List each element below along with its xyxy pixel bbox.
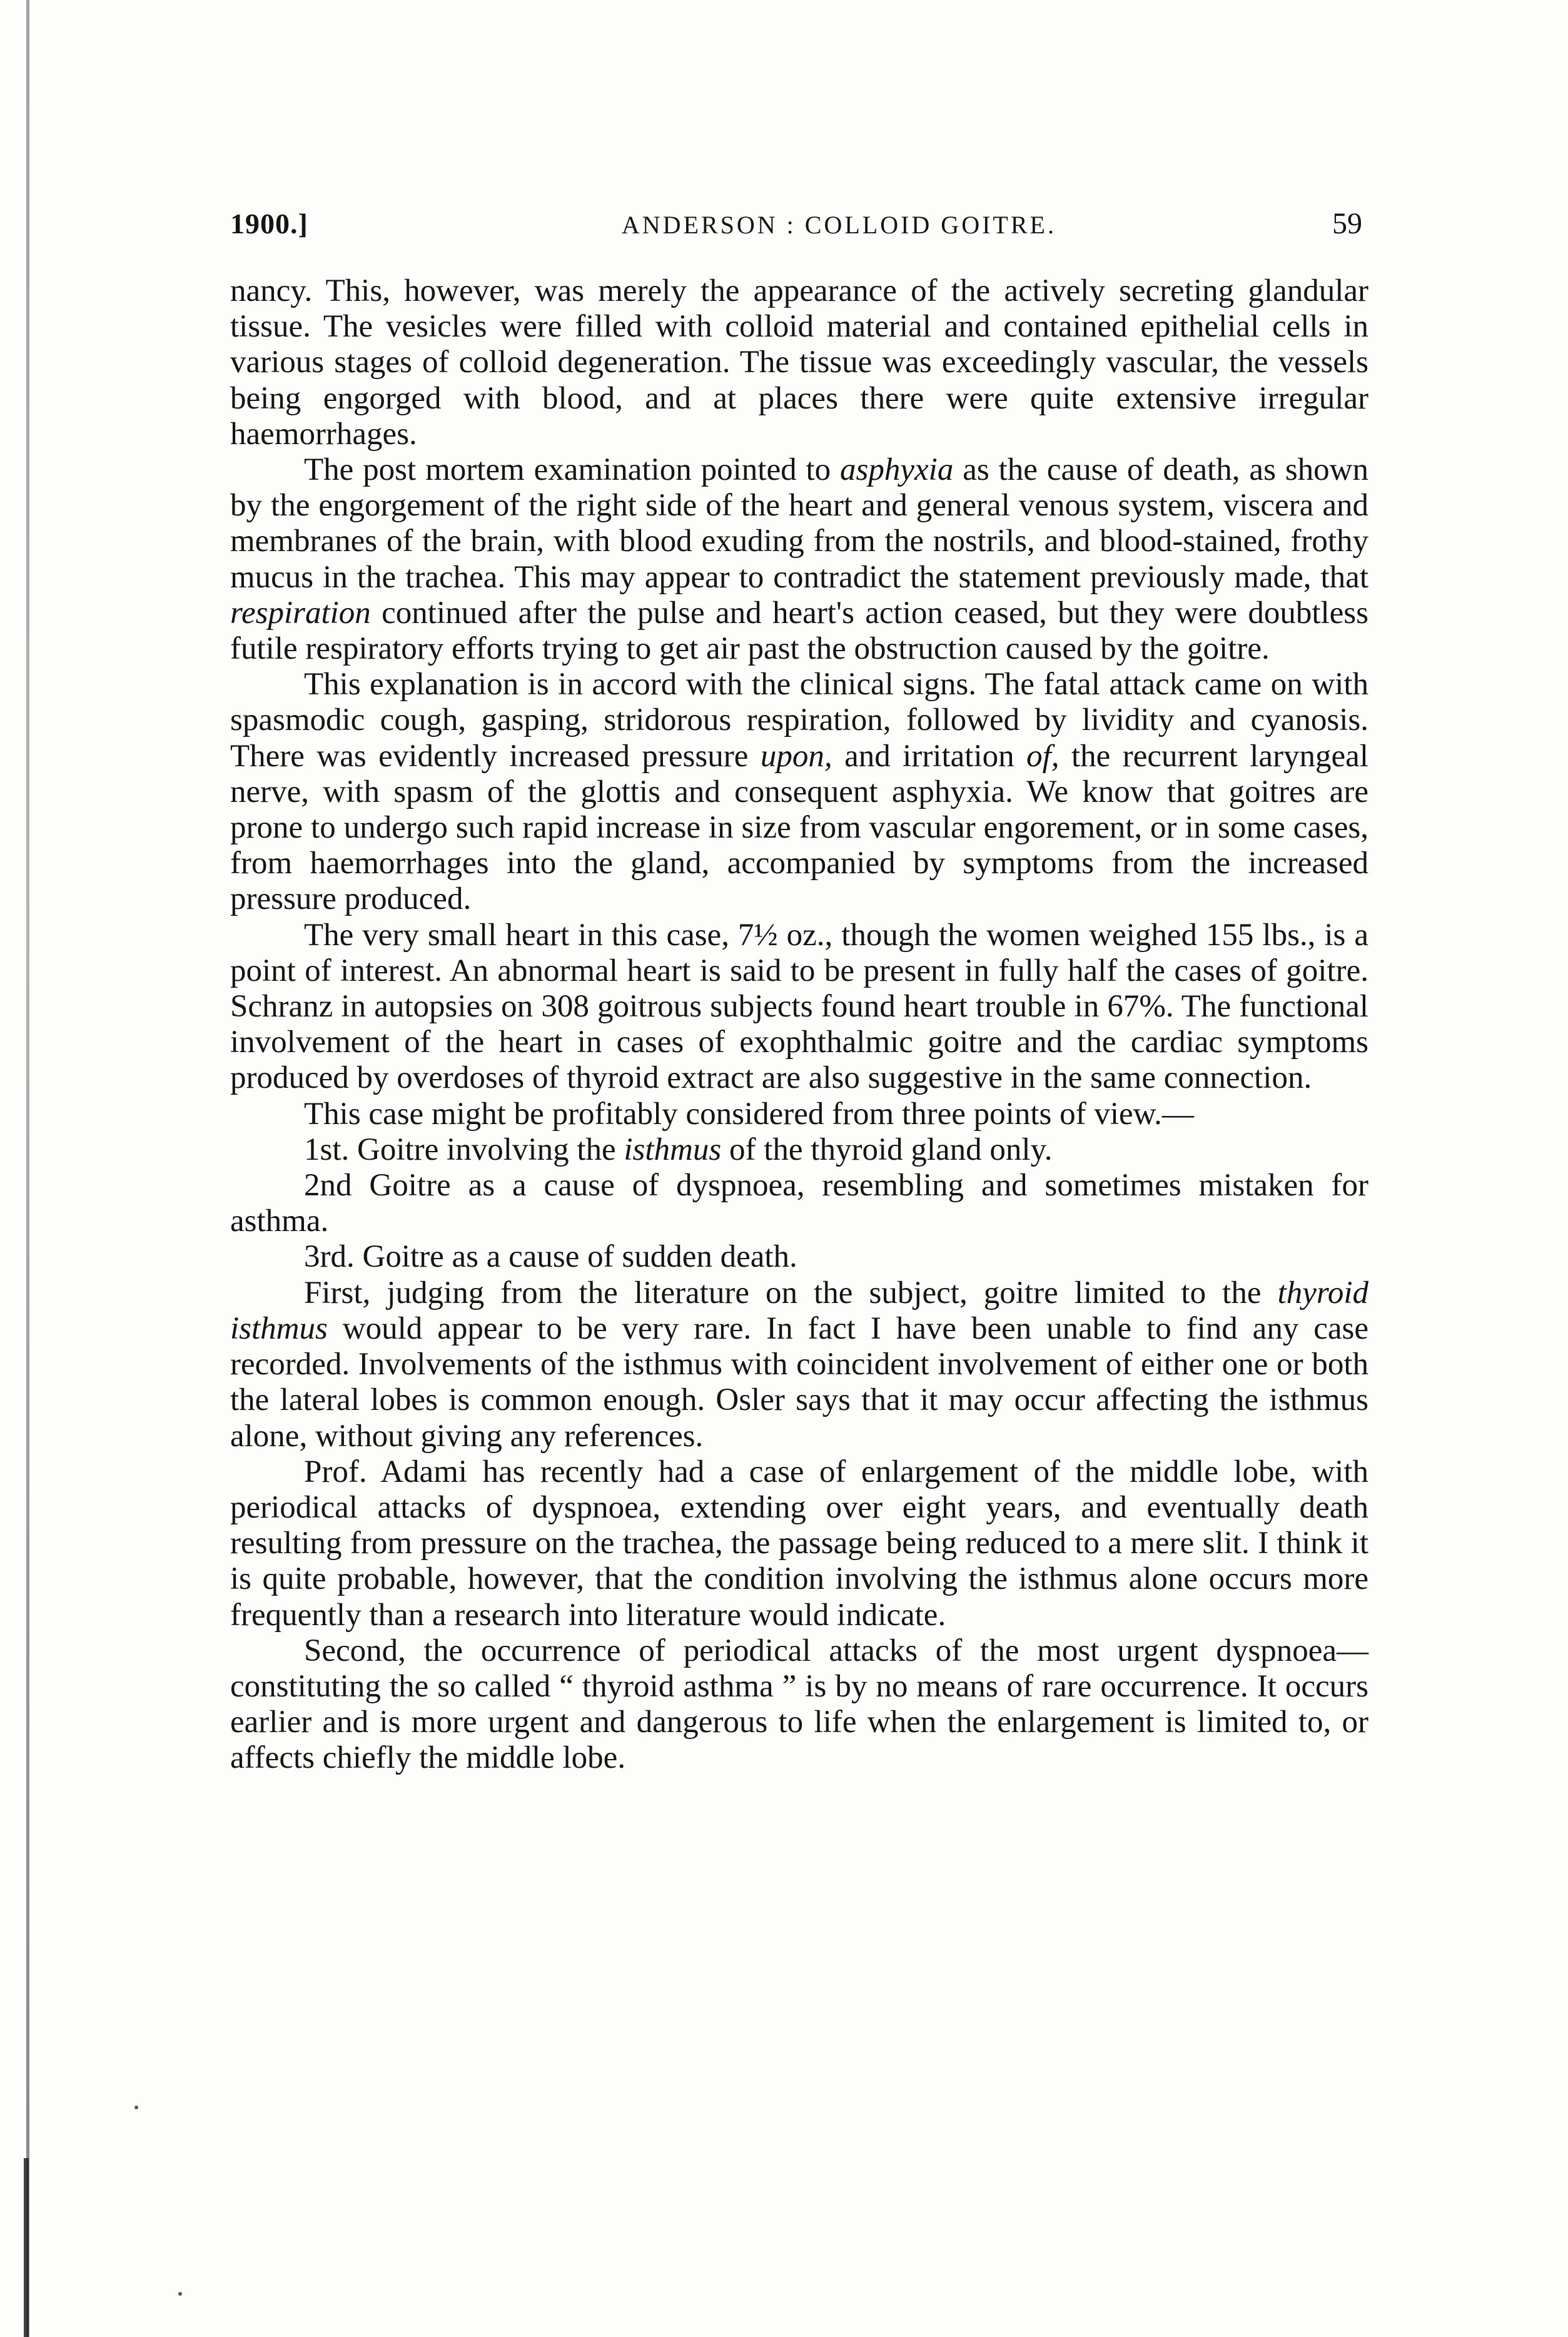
text-run: The post mortem examination pointed to <box>304 452 841 488</box>
italic-text: respiration <box>230 595 371 631</box>
article-body <box>230 273 1368 1777</box>
text-run: 2nd Goitre as a cause of dyspnoea, resembling and sometimes mistaken for asthma. <box>230 1168 1368 1239</box>
text-run: of the thyroid gland only. <box>721 1132 1053 1167</box>
paragraph <box>230 1168 1368 1239</box>
text-run: First, judging from the literature on the subject, goitre limited to the <box>304 1275 1278 1310</box>
text-run: Second, the occurrence of periodical attacks of the most urgent dyspnoea—constituting the so called “ thyroid asthma ” is by no means of rare occurrence. It occurs earlier and is more urgent and dangerous to life when the enlargement is limited to, or affects chiefly the middle lobe. <box>230 1633 1368 1776</box>
italic-text: of, <box>1026 738 1060 774</box>
paragraph <box>230 1132 1368 1168</box>
text-run: 3rd. Goitre as a cause of sudden death. <box>304 1239 797 1275</box>
paragraph <box>230 1633 1368 1777</box>
text-run: as the cause of death, as shown by the engorgement of the right side of the heart and general venous system, viscera and membranes of the brain, with blood exuding from the nostrils, and blood-stained, frothy mucus in the trachea. This may appear to contradict the statement previously made, that <box>230 452 1368 595</box>
header-year: 1900.] <box>230 208 308 240</box>
italic-text: asphyxia <box>840 452 954 488</box>
running-head <box>230 206 1368 241</box>
text-run: would appear to be very rare. In fact I have been unable to find any case recorded. Involvements of the isthmus with coincident involvement of either one or both the lateral lobes is common enough. Osler says that it may occur affecting the isthmus alone, without giving any references. <box>230 1310 1368 1454</box>
paragraph <box>230 452 1368 667</box>
text-run: This explanation is in accord with the clinical signs. The fatal attack came on with spasmodic cough, gasping, stridorous respiration, followed by lividity and cyanosis. There was evidently increased pressure <box>230 667 1368 774</box>
text-run: This case might be profitably considered from three points of view.— <box>304 1096 1194 1132</box>
page-edge-shadow <box>26 0 29 2337</box>
paragraph <box>230 918 1368 1097</box>
speck-mark <box>178 2292 182 2296</box>
paragraph <box>230 667 1368 917</box>
text-run: Prof. Adami has recently had a case of enlargement of the middle lobe, with periodical attacks of dyspnoea, extending over eight years, and eventually death resulting from pressure on the trachea, the passage being reduced to a mere slit. I think it is quite probable, however, that the condition involving the isthmus alone occurs more frequently than a research into literature would indicate. <box>230 1454 1368 1633</box>
text-run: 1st. Goitre involving the <box>304 1132 624 1167</box>
text-run: The very small heart in this case, 7½ oz., though the women weighed 155 lbs., is a point of interest. An abnormal heart is said to be present in fully half the cases of goitre. Schranz in autopsies on 308 goitrous subjects found heart trouble in 67%. The functional involvement of the heart in cases of exophthalmic goitre and the cardiac symptoms produced by overdoses of thyroid extract are also suggestive in the same connection. <box>230 917 1368 1096</box>
italic-text: upon, <box>760 738 832 774</box>
italic-text: isthmus <box>624 1132 722 1167</box>
header-title: ANDERSON : COLLOID GOITRE. <box>621 211 1056 239</box>
paragraph <box>230 1454 1368 1633</box>
paragraph <box>230 273 1368 452</box>
text-run: and irritation <box>832 738 1027 774</box>
speck-mark <box>134 2106 138 2109</box>
text-run: continued after the pulse and heart's action ceased, but they were doubtless futile respiratory efforts trying to get air past the obstruction caused by the goitre. <box>230 595 1368 667</box>
paragraph <box>230 1275 1368 1454</box>
paragraph <box>230 1239 1368 1275</box>
page-number: 59 <box>1332 207 1362 240</box>
italic-text: thyroid isthmus <box>230 1275 1368 1346</box>
text-run: nancy. This, however, was merely the appearance of the actively secreting glandular tissue. The vesicles were filled with colloid material and contained epithelial cells in various stages of colloid degeneration. The tissue was exceedingly vascular, the vessels being engorged with blood, and at places there were quite extensive irregular haemorrhages. <box>230 273 1368 452</box>
page-edge-dark-strip <box>24 2158 29 2337</box>
text-run: the recurrent laryngeal nerve, with spasm of the glottis and consequent asphyxia. We know that goitres are prone to undergo such rapid increase in size from vascular engorement, or in some cases, from haemorrhages into the gland, accompanied by symptoms from the increased pressure produced. <box>230 738 1368 917</box>
journal-page <box>230 206 1368 1777</box>
paragraph <box>230 1097 1368 1132</box>
